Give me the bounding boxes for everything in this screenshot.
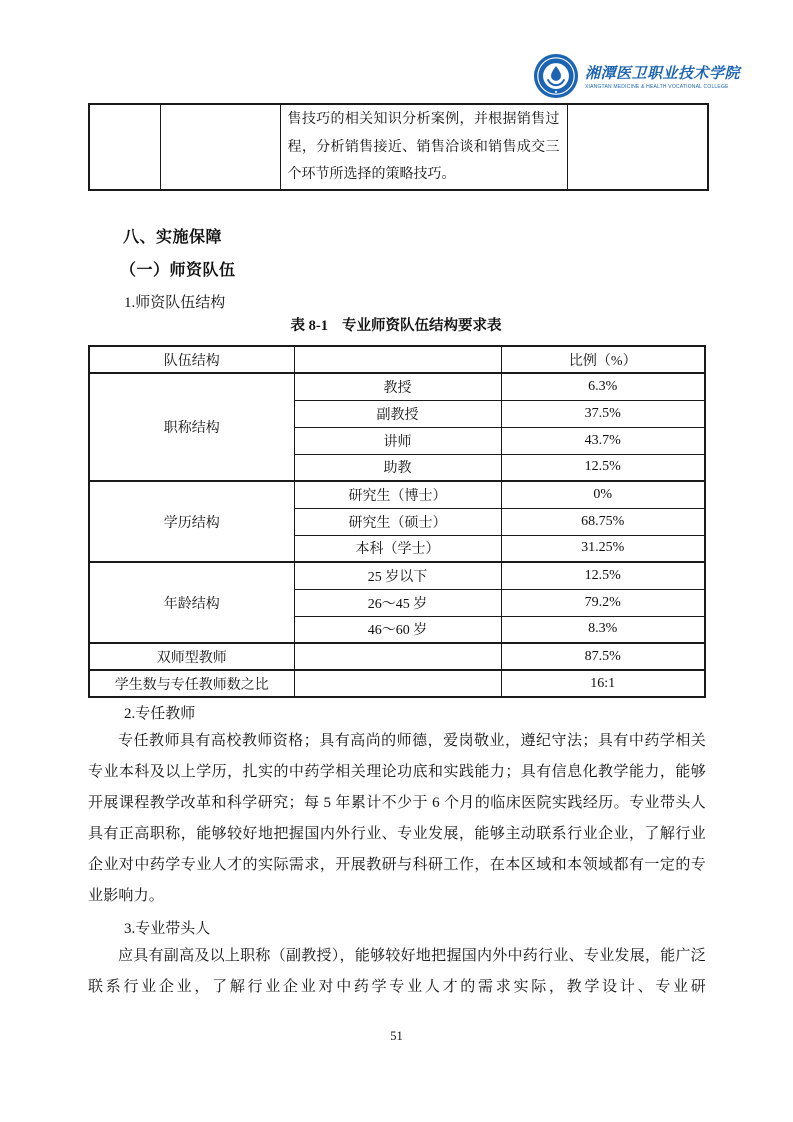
item-cell: 46～60 岁	[294, 616, 501, 643]
value-cell: 6.3%	[501, 373, 705, 400]
label-student-teacher-ratio: 学生数与专任教师数之比	[89, 670, 294, 697]
header-structure: 队伍结构	[89, 346, 294, 373]
item-cell: 研究生（硕士）	[294, 508, 501, 535]
value-cell: 8.3%	[501, 616, 705, 643]
value-cell: 43.7%	[501, 427, 705, 454]
continued-cell-text: 售技巧的相关知识分析案例，并根据销售过程，分析销售接近、销售洽谈和销售成交三个环节所选择的策略技巧。	[280, 104, 567, 190]
table-header-row	[89, 346, 705, 373]
college-name-en: XIANGTAN MEDICINE & HEALTH VOCATIONAL COLLEGE	[585, 84, 729, 90]
value-cell: 87.5%	[501, 643, 705, 670]
section-heading: 八、实施保障	[123, 229, 223, 246]
header-ratio: 比例（%）	[501, 346, 705, 373]
item-cell	[294, 643, 501, 670]
item-cell: 26～45 岁	[294, 589, 501, 616]
group-label-education-structure: 学历结构	[89, 481, 294, 562]
item-cell: 25 岁以下	[294, 562, 501, 589]
item-cell: 研究生（博士）	[294, 481, 501, 508]
item-cell	[294, 670, 501, 697]
value-cell: 37.5%	[501, 400, 705, 427]
paragraph-full-time-teachers: 专任教师具有高校教师资格；具有高尚的师德，爱岗敬业，遵纪守法；具有中药学相关专业本科及以上学历，扎实的中药学相关理论功底和实践能力；具有信息化教学能力，能够开展课程教学改革和科学研究；每 5 年累计不少于 6 个月的临床医院实践经历。专业带头人具有正高职称，能够较好地把握国内外行业、专业发展，能够主动联系行业企业，了解行业企业对中药学专业人才的实际需求，开展教研与科研工作，在本区域和本领域都有一定的专业影响力。	[88, 733, 706, 904]
table-row	[89, 373, 705, 400]
item-cell: 讲师	[294, 427, 501, 454]
table-caption-label: 表 8-1	[290, 318, 328, 334]
value-cell: 0%	[501, 481, 705, 508]
item-heading-3: 3.专业带头人	[124, 921, 211, 937]
continued-cell-2	[160, 104, 280, 190]
label-double-qualified-teachers: 双师型教师	[89, 643, 294, 670]
group-label-age-structure: 年龄结构	[89, 562, 294, 643]
value-cell: 79.2%	[501, 589, 705, 616]
previous-page-continued-table	[88, 103, 709, 191]
subsection-heading: （一）师资队伍	[120, 262, 236, 279]
college-name-cn: 湘潭医卫职业技术学院	[585, 66, 741, 82]
header-empty	[294, 346, 501, 373]
paragraph-program-leader: 应具有副高及以上职称（副教授），能够较好地把握国内外中药行业、专业发展，能广泛联系行业企业，了解行业企业对中药学专业人才的需求实际，教学设计、专业研	[88, 948, 706, 995]
value-cell: 12.5%	[501, 562, 705, 589]
college-emblem-icon	[533, 53, 579, 99]
table-caption	[88, 314, 704, 335]
table-row	[89, 104, 708, 190]
table-caption-title: 专业师资队伍结构要求表	[341, 318, 502, 334]
group-label-title-structure: 职称结构	[89, 373, 294, 481]
value-cell: 16:1	[501, 670, 705, 697]
item-heading-2: 2.专任教师	[124, 706, 196, 722]
continued-cell-1	[89, 104, 160, 190]
item-cell: 助教	[294, 454, 501, 481]
item-heading-1: 1.师资队伍结构	[124, 295, 226, 311]
item-cell: 教授	[294, 373, 501, 400]
value-cell: 31.25%	[501, 535, 705, 562]
item-cell: 副教授	[294, 400, 501, 427]
table-row	[89, 670, 705, 697]
table-row	[89, 562, 705, 589]
table-row	[89, 643, 705, 670]
faculty-structure-table	[88, 345, 706, 698]
value-cell: 12.5%	[501, 454, 705, 481]
college-name-block	[585, 62, 740, 90]
item-cell: 本科（学士）	[294, 535, 501, 562]
value-cell: 68.75%	[501, 508, 705, 535]
continued-cell-4	[567, 104, 708, 190]
page-number: 51	[390, 1029, 403, 1043]
table-row	[89, 481, 705, 508]
college-logo	[533, 53, 740, 99]
